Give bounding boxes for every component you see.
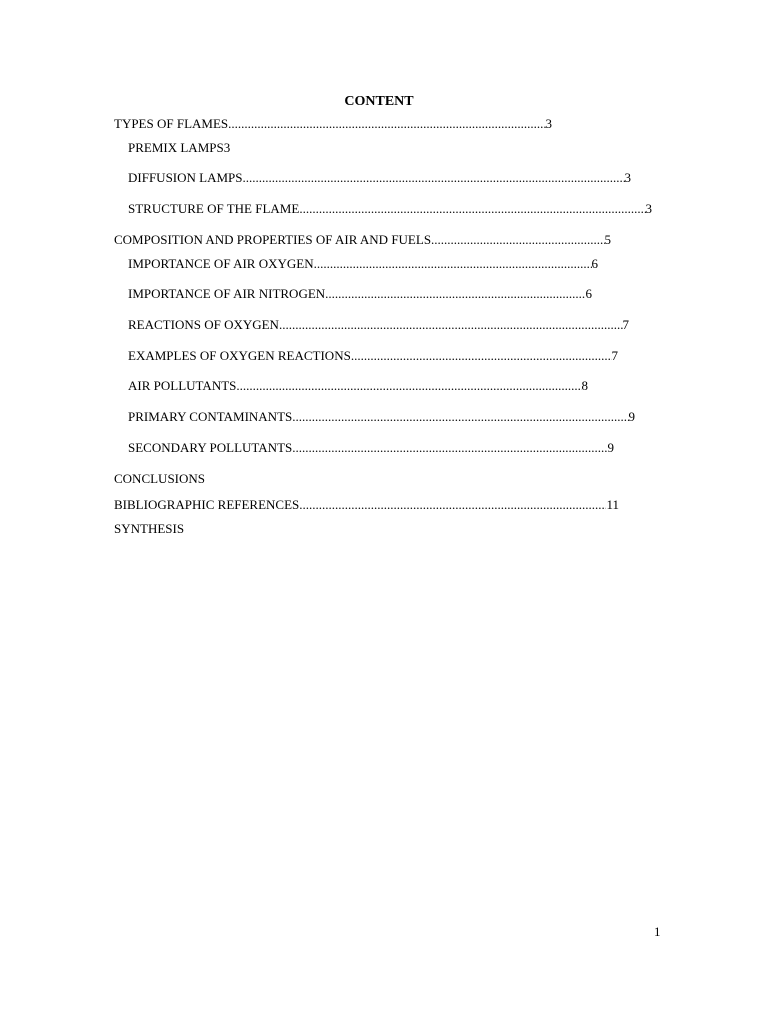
toc-leader-dots (325, 286, 585, 302)
toc-entry-air-pollutants (128, 378, 588, 394)
toc-entry-page: 3 (645, 201, 652, 216)
toc-entry-label: SECONDARY POLLUTANTS (128, 440, 293, 455)
toc-leader-dots (228, 116, 545, 132)
toc-entry-label: STRUCTURE OF THE FLAME (128, 201, 300, 216)
toc-entry-page: 9 (607, 440, 614, 455)
toc-entry-conclusions: CONCLUSIONS (114, 471, 206, 486)
toc-entry-label: IMPORTANCE OF AIR NITROGEN (128, 286, 326, 301)
toc-leader-dots (279, 317, 623, 333)
toc-entry-composition (114, 232, 611, 248)
toc-leader-dots (292, 440, 607, 456)
toc-entry-page: 5 (604, 232, 611, 247)
toc-entry-page: 11 (606, 497, 619, 512)
toc-entry-primary-contaminants (128, 409, 635, 425)
toc-leader-dots (314, 256, 592, 272)
toc-entry-label: PRIMARY CONTAMINANTS (128, 409, 293, 424)
toc-entry-page: 3 (624, 170, 631, 185)
toc-entry-label: AIR POLLUTANTS (128, 378, 237, 393)
toc-entry-page: 7 (622, 317, 629, 332)
toc-entry-page: 8 (581, 378, 588, 393)
toc-leader-dots (243, 170, 625, 186)
toc-entry-page: 6 (585, 286, 592, 301)
toc-leader-dots (299, 497, 606, 513)
toc-leader-dots (292, 409, 628, 425)
toc-leader-dots (351, 348, 612, 364)
toc-leader-dots (299, 201, 645, 217)
toc-entry-synthesis: SYNTHESIS (114, 521, 185, 536)
toc-entry-page: 9 (628, 409, 635, 424)
toc-entry-page: 3 (545, 116, 552, 131)
toc-entry-importance-oxygen (128, 256, 598, 272)
toc-entry-premix-lamps: PREMIX LAMPS3 (128, 140, 231, 155)
toc-entry-types-of-flames (114, 116, 552, 132)
toc-leader-dots (431, 232, 604, 248)
toc-entry-importance-nitrogen (128, 286, 592, 302)
toc-entry-label: EXAMPLES OF OXYGEN REACTIONS (128, 348, 351, 363)
toc-entry-label: BIBLIOGRAPHIC REFERENCES (114, 497, 300, 512)
toc-entry-page: 6 (591, 256, 598, 271)
toc-entry-secondary-pollutants (128, 440, 614, 456)
toc-entry-label: IMPORTANCE OF AIR OXYGEN (128, 256, 314, 271)
toc-entry-reactions-oxygen (128, 317, 629, 333)
page-title: CONTENT (344, 94, 414, 109)
toc-entry-label: COMPOSITION AND PROPERTIES OF AIR AND FUELS (114, 232, 432, 247)
toc-entry-label: DIFFUSION LAMPS (128, 170, 243, 185)
toc-entry-structure-of-flame (128, 201, 652, 217)
toc-leader-dots (236, 378, 581, 394)
toc-entry-bibliographic-references (114, 497, 619, 513)
toc-entry-label: TYPES OF FLAMES (114, 116, 229, 131)
toc-entry-diffusion-lamps (128, 170, 631, 186)
toc-entry-label: REACTIONS OF OXYGEN (128, 317, 279, 332)
toc-entry-page: 7 (611, 348, 618, 363)
toc-entry-examples-oxygen (128, 348, 618, 364)
page-number: 1 (654, 924, 661, 939)
